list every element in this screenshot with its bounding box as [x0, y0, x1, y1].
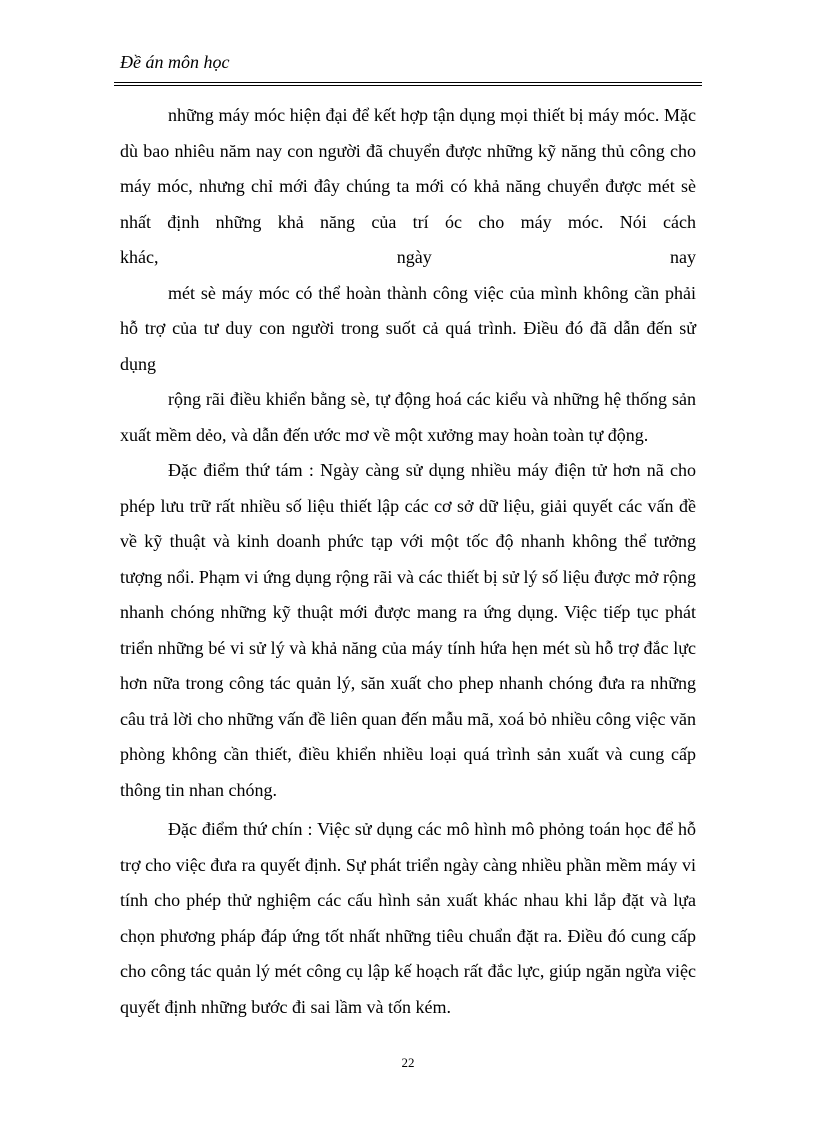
- paragraph-automation: rộng rãi điều khiển bằng sè, tự động hoá các kiểu và những hệ thống sản xuất mềm dẻo, và dẫn đến ước mơ về một xưởng may hoàn toàn tự động.: [120, 389, 696, 445]
- paragraph-fragment: khác, ngày nay: [120, 247, 696, 267]
- body-text: [120, 98, 696, 1025]
- paragraph-continuation: những máy móc hiện đại để kết hợp tận dụng mọi thiết bị máy móc. Mặc dù bao nhiêu năm nay con người đã chuyển được những kỹ năng thủ công cho máy móc, nhưng chỉ mới đây chúng ta mới có khả năng chuyển được mét sè nhất định những khả năng của trí óc cho máy móc. Nói cách: [120, 105, 696, 232]
- paragraph-feature-eight: Đặc điểm thứ tám : Ngày càng sử dụng nhiều máy điện tử hơn nã cho phép lưu trữ rất nhiều số liệu thiết lập các cơ sở dữ liệu, giải quyết các vấn đề về kỹ thuật và kinh doanh phức tạp với một tốc độ nhanh không thể tưởng tượng nổi. Phạm vi ứng dụng rộng rãi và các thiết bị sử lý số liệu được mở rộng nhanh chóng những kỹ thuật mới được mang ra ứng dụng. Việc tiếp tục phát triển những bé vi sử lý và khả năng của máy tính hứa hẹn mét sù hỗ trợ đắc lực hơn nữa trong công tác quản lý, săn xuất cho phep nhanh chóng đưa ra những câu trả lời cho những vấn đề liên quan đến mẫu mã, xoá bỏ nhiều công việc văn phòng không cần thiết, điều khiển nhiều loại quá trình sản xuất và cung cấp thông tin nhan chóng.: [120, 460, 696, 800]
- page-number: 22: [401, 1055, 415, 1070]
- header-rule-bottom: [114, 85, 702, 86]
- paragraph-fragment-continued: mét sè máy móc có thể hoàn thành công việc của mình không cần phải hỗ trợ của tư duy con người trong suốt cả quá trình. Điều đó đã dẫn đến sử dụng: [120, 282, 696, 374]
- running-header: Đề án môn học: [120, 52, 230, 72]
- paragraph-feature-nine: Đặc điểm thứ chín : Việc sử dụng các mô hình mô phỏng toán học để hỗ trợ cho việc đưa ra quyết định. Sự phát triển ngày càng nhiều phần mềm máy vi tính cho phép thử nghiệm các cấu hình sản xuất khác nhau khi lắp đặt và lựa chọn phương pháp đáp ứng tốt nhất những tiêu chuẩn đặt ra. Điều đó cung cấp cho công tác quản lý mét công cụ lập kế hoạch rất đắc lực, giúp ngăn ngừa việc quyết định những bước đi sai lầm và tốn kém.: [120, 819, 696, 1017]
- header-rule-top: [114, 82, 702, 83]
